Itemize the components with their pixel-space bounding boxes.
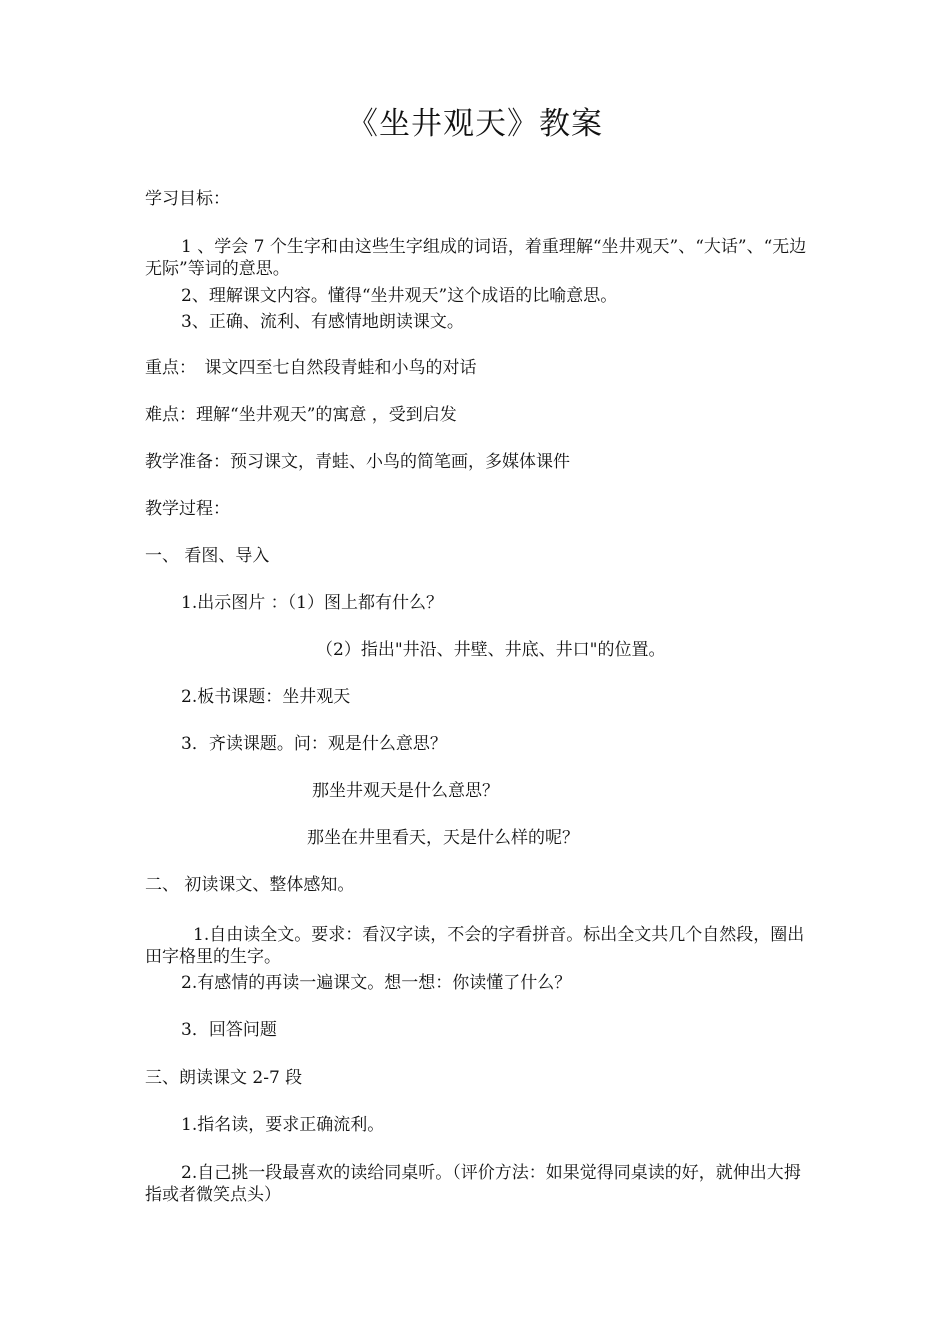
section-3-item: 2.自己挑一段最喜欢的读给同桌听。（评价方法：如果觉得同桌读的好，就伸出大拇指或者微笑点头） <box>145 1163 801 1205</box>
goal-item-3: 3、正确、流利、有感情地朗读课文。 <box>181 312 464 332</box>
section-1-item: 那坐井观天是什么意思？ <box>312 781 499 801</box>
document-title: 《坐井观天》教案 <box>347 106 603 142</box>
section-3-heading: 三、朗读课文 2-7 段 <box>145 1068 303 1088</box>
section-1-item: 3．齐读课题。问：观是什么意思？ <box>181 734 447 754</box>
section-2-item: 1.自由读全文。要求：看汉字读，不会的字看拼音。标出全文共几个自然段，圈出田字格里的生字。 <box>145 925 805 967</box>
section-3-item: 1.指名读，要求正确流利。 <box>181 1115 385 1135</box>
goals-heading: 学习目标： <box>145 189 230 209</box>
goal-item-1: 1 、学会 7 个生字和由这些生字组成的词语，着重理解“坐井观天”、“大话”、“无边无际”等词的意思。 <box>145 237 807 279</box>
section-1-item: 1.出示图片 ：（1）图上都有什么？ <box>181 593 443 613</box>
section-2-item: 3．回答问题 <box>181 1020 277 1040</box>
section-1-heading: 一、 看图、导入 <box>145 546 270 566</box>
section-1-item: （2）指出"井沿、井壁、井底、井口"的位置。 <box>316 640 666 660</box>
process-heading: 教学过程： <box>145 499 230 519</box>
difficulty: 难点：理解“坐井观天”的寓意 ，受到启发 <box>145 405 457 425</box>
preparation: 教学准备：预习课文，青蛙、小鸟的简笔画，多媒体课件 <box>145 452 570 472</box>
section-2-heading: 二、 初读课文、整体感知。 <box>145 875 355 895</box>
key-point: 重点： 课文四至七自然段青蛙和小鸟的对话 <box>145 358 477 378</box>
section-1-item: 那坐在井里看天，天是什么样的呢？ <box>307 828 579 848</box>
section-2-item: 2.有感情的再读一遍课文。想一想：你读懂了什么？ <box>181 973 572 993</box>
goal-item-2: 2、理解课文内容。懂得“坐井观天”这个成语的比喻意思。 <box>181 286 618 306</box>
section-1-item: 2.板书课题：坐井观天 <box>181 687 351 707</box>
